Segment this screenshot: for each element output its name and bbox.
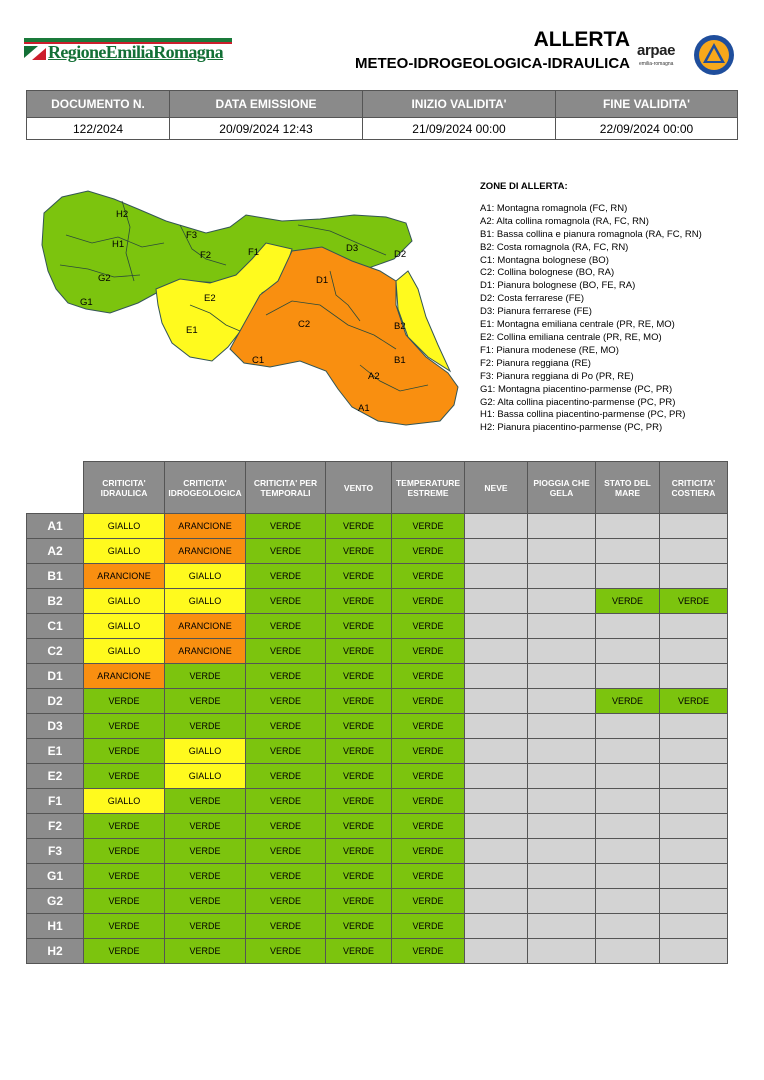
matrix-row	[27, 889, 728, 914]
matrix-cell: VERDE	[392, 789, 465, 814]
legend-item: F2: Pianura reggiana (RE)	[480, 357, 591, 369]
map-label-f3: F3	[186, 230, 198, 241]
matrix-cell: VERDE	[326, 589, 392, 614]
matrix-cell	[660, 789, 728, 814]
matrix-zone-label: E1	[27, 739, 84, 764]
matrix-zone-label: E2	[27, 764, 84, 789]
matrix-cell: VERDE	[392, 914, 465, 939]
matrix-cell: VERDE	[84, 714, 165, 739]
matrix-cell	[660, 864, 728, 889]
validity-start-header: INIZIO VALIDITA'	[363, 91, 556, 118]
matrix-cell: VERDE	[246, 939, 326, 964]
matrix-cell	[596, 814, 660, 839]
legend-item: H2: Pianura piacentino-parmense (PC, PR)	[480, 422, 663, 434]
legend-item: H1: Bassa collina piacentino-parmense (PC, PR)	[480, 409, 686, 421]
matrix-cell	[596, 914, 660, 939]
map-label-f1: F1	[248, 247, 260, 258]
legend-item: G2: Alta collina piacentino-parmense (PC, PR)	[480, 396, 676, 408]
matrix-zone-label: C2	[27, 639, 84, 664]
protezione-civile-logo-icon	[693, 34, 735, 76]
matrix-cell: VERDE	[326, 789, 392, 814]
matrix-cell: VERDE	[392, 939, 465, 964]
matrix-cell	[528, 939, 596, 964]
matrix-column-header: NEVE	[465, 462, 528, 514]
matrix-cell	[528, 764, 596, 789]
validity-end-value: 22/09/2024 00:00	[556, 118, 738, 140]
matrix-column-header: TEMPERATURE ESTREME	[392, 462, 465, 514]
legend-item: D3: Pianura ferrarese (FE)	[480, 306, 592, 318]
matrix-row	[27, 689, 728, 714]
matrix-cell: VERDE	[392, 589, 465, 614]
matrix-cell	[660, 564, 728, 589]
matrix-cell: VERDE	[246, 789, 326, 814]
map-label-d1: D1	[316, 275, 329, 286]
map-label-f2: F2	[200, 250, 212, 261]
matrix-cell: VERDE	[392, 839, 465, 864]
matrix-cell	[528, 689, 596, 714]
matrix-cell	[660, 514, 728, 539]
matrix-cell	[528, 714, 596, 739]
matrix-cell: VERDE	[165, 714, 246, 739]
matrix-row	[27, 539, 728, 564]
matrix-cell: VERDE	[84, 939, 165, 964]
matrix-cell: VERDE	[392, 764, 465, 789]
matrix-cell: VERDE	[326, 939, 392, 964]
matrix-cell	[660, 664, 728, 689]
matrix-row	[27, 789, 728, 814]
matrix-cell	[596, 764, 660, 789]
matrix-cell: VERDE	[246, 689, 326, 714]
matrix-cell: VERDE	[84, 739, 165, 764]
matrix-cell: VERDE	[84, 864, 165, 889]
matrix-zone-label: A2	[27, 539, 84, 564]
matrix-cell	[465, 539, 528, 564]
matrix-cell: ARANCIONE	[84, 564, 165, 589]
page-title: ALLERTA	[533, 28, 630, 51]
matrix-cell: VERDE	[596, 689, 660, 714]
emission-date-header: DATA EMISSIONE	[170, 91, 363, 118]
map-label-e1: E1	[186, 325, 198, 336]
matrix-cell: VERDE	[392, 564, 465, 589]
matrix-zone-label: B1	[27, 564, 84, 589]
matrix-cell	[596, 664, 660, 689]
matrix-zone-label: A1	[27, 514, 84, 539]
matrix-cell: GIALLO	[165, 564, 246, 589]
matrix-column-header: VENTO	[326, 462, 392, 514]
doc-number-value: 122/2024	[27, 118, 170, 140]
matrix-cell: VERDE	[392, 739, 465, 764]
matrix-cell	[660, 639, 728, 664]
matrix-column-header: CRITICITA' IDRAULICA	[84, 462, 165, 514]
matrix-cell	[465, 864, 528, 889]
matrix-cell	[528, 614, 596, 639]
matrix-cell	[465, 564, 528, 589]
matrix-cell: GIALLO	[84, 539, 165, 564]
arpae-logo-name: arpae	[637, 42, 676, 59]
emission-date-value: 20/09/2024 12:43	[170, 118, 363, 140]
matrix-cell: ARANCIONE	[84, 664, 165, 689]
zones-legend	[480, 181, 750, 435]
legend-item: B2: Costa romagnola (RA, FC, RN)	[480, 241, 629, 253]
matrix-cell	[596, 614, 660, 639]
page-subtitle: METEO-IDROGEOLOGICA-IDRAULICA	[355, 55, 630, 72]
matrix-zone-label: F2	[27, 814, 84, 839]
matrix-row	[27, 864, 728, 889]
matrix-row	[27, 564, 728, 589]
matrix-cell: VERDE	[84, 839, 165, 864]
matrix-row	[27, 764, 728, 789]
matrix-cell	[660, 839, 728, 864]
map-label-c1: C1	[252, 355, 265, 366]
legend-item: D2: Costa ferrarese (FE)	[480, 293, 584, 305]
matrix-cell	[596, 889, 660, 914]
legend-item: D1: Pianura bolognese (BO, FE, RA)	[480, 280, 636, 292]
legend-item: C1: Montagna bolognese (BO)	[480, 254, 609, 266]
matrix-cell: ARANCIONE	[165, 539, 246, 564]
matrix-cell: GIALLO	[84, 639, 165, 664]
legend-item: E1: Montagna emiliana centrale (PR, RE, MO)	[480, 319, 675, 331]
validity-end-header: FINE VALIDITA'	[556, 91, 738, 118]
matrix-cell	[465, 764, 528, 789]
matrix-cell: VERDE	[326, 889, 392, 914]
matrix-cell: VERDE	[326, 639, 392, 664]
matrix-cell	[660, 614, 728, 639]
matrix-cell: VERDE	[392, 539, 465, 564]
map-label-d3: D3	[346, 243, 359, 254]
org-logo-text: RegioneEmiliaRomagna	[48, 42, 223, 62]
matrix-cell: VERDE	[246, 514, 326, 539]
map-label-g2: G2	[98, 273, 111, 284]
matrix-cell: VERDE	[392, 664, 465, 689]
matrix-cell	[596, 539, 660, 564]
matrix-zone-label: G1	[27, 864, 84, 889]
matrix-cell	[660, 814, 728, 839]
matrix-cell: VERDE	[84, 689, 165, 714]
regione-emilia-romagna-logo	[24, 38, 232, 64]
matrix-cell: VERDE	[392, 614, 465, 639]
map-label-h1: H1	[112, 239, 125, 250]
matrix-cell: VERDE	[246, 864, 326, 889]
matrix-cell	[596, 639, 660, 664]
map-label-d2: D2	[394, 249, 407, 260]
matrix-cell: VERDE	[326, 914, 392, 939]
matrix-cell	[465, 814, 528, 839]
matrix-cell	[528, 564, 596, 589]
matrix-column-header: CRITICITA' IDROGEOLOGICA	[165, 462, 246, 514]
matrix-cell: VERDE	[392, 689, 465, 714]
matrix-cell: VERDE	[326, 614, 392, 639]
matrix-cell	[660, 939, 728, 964]
matrix-row	[27, 589, 728, 614]
matrix-cell	[465, 614, 528, 639]
matrix-row	[27, 814, 728, 839]
matrix-row	[27, 664, 728, 689]
matrix-cell: GIALLO	[165, 764, 246, 789]
matrix-cell	[528, 839, 596, 864]
matrix-cell	[528, 589, 596, 614]
matrix-cell: VERDE	[326, 714, 392, 739]
matrix-cell	[596, 739, 660, 764]
matrix-cell	[596, 514, 660, 539]
matrix-cell: VERDE	[165, 939, 246, 964]
matrix-zone-label: D1	[27, 664, 84, 689]
matrix-column-header: PIOGGIA CHE GELA	[528, 462, 596, 514]
legend-item: A2: Alta collina romagnola (RA, FC, RN)	[480, 215, 649, 227]
matrix-cell	[660, 764, 728, 789]
matrix-cell: VERDE	[246, 639, 326, 664]
document-info-table	[26, 90, 738, 140]
matrix-cell: VERDE	[660, 589, 728, 614]
alert-matrix-table	[26, 461, 728, 964]
matrix-cell	[596, 864, 660, 889]
matrix-cell: VERDE	[596, 589, 660, 614]
matrix-row	[27, 614, 728, 639]
matrix-row	[27, 639, 728, 664]
legend-item: A1: Montagna romagnola (FC, RN)	[480, 202, 628, 214]
map-label-c2: C2	[298, 319, 311, 330]
map-label-b2: B2	[394, 321, 406, 332]
legend-item: G1: Montagna piacentino-parmense (PC, PR)	[480, 383, 673, 395]
legend-item: C2: Collina bolognese (BO, RA)	[480, 267, 615, 279]
matrix-zone-label: F3	[27, 839, 84, 864]
legend-item: F3: Pianura reggiana di Po (PR, RE)	[480, 370, 634, 382]
matrix-cell: VERDE	[246, 839, 326, 864]
matrix-cell: VERDE	[165, 814, 246, 839]
matrix-cell	[528, 889, 596, 914]
matrix-cell: VERDE	[326, 539, 392, 564]
matrix-cell: VERDE	[165, 789, 246, 814]
matrix-cell: VERDE	[246, 914, 326, 939]
matrix-cell: GIALLO	[84, 789, 165, 814]
matrix-cell: ARANCIONE	[165, 514, 246, 539]
matrix-cell	[660, 739, 728, 764]
matrix-cell: VERDE	[326, 864, 392, 889]
matrix-column-header: STATO DEL MARE	[596, 462, 660, 514]
matrix-cell: VERDE	[165, 664, 246, 689]
matrix-cell: GIALLO	[84, 589, 165, 614]
matrix-cell: GIALLO	[165, 589, 246, 614]
matrix-cell	[528, 664, 596, 689]
matrix-cell	[528, 514, 596, 539]
matrix-cell: VERDE	[165, 914, 246, 939]
region-flag-icon	[24, 40, 46, 60]
matrix-zone-label: G2	[27, 889, 84, 914]
matrix-cell: ARANCIONE	[165, 639, 246, 664]
matrix-cell	[465, 714, 528, 739]
matrix-cell: GIALLO	[165, 739, 246, 764]
matrix-cell: VERDE	[326, 764, 392, 789]
matrix-cell	[465, 664, 528, 689]
matrix-cell: VERDE	[326, 739, 392, 764]
matrix-cell	[596, 714, 660, 739]
matrix-cell: VERDE	[84, 814, 165, 839]
matrix-cell	[465, 889, 528, 914]
doc-number-header: DOCUMENTO N.	[27, 91, 170, 118]
matrix-cell	[528, 814, 596, 839]
validity-start-value: 21/09/2024 00:00	[363, 118, 556, 140]
matrix-cell: VERDE	[246, 664, 326, 689]
matrix-cell: GIALLO	[84, 514, 165, 539]
matrix-cell: VERDE	[84, 764, 165, 789]
matrix-cell: VERDE	[246, 889, 326, 914]
matrix-cell: VERDE	[326, 564, 392, 589]
matrix-zone-label: C1	[27, 614, 84, 639]
matrix-cell	[660, 889, 728, 914]
matrix-cell	[465, 914, 528, 939]
matrix-cell: VERDE	[246, 539, 326, 564]
map-label-a1: A1	[358, 403, 370, 414]
legend-title: ZONE DI ALLERTA:	[480, 181, 568, 192]
matrix-cell	[528, 639, 596, 664]
matrix-cell: VERDE	[165, 689, 246, 714]
matrix-row	[27, 739, 728, 764]
matrix-cell: VERDE	[246, 564, 326, 589]
matrix-row	[27, 714, 728, 739]
matrix-cell	[596, 789, 660, 814]
matrix-cell: VERDE	[392, 514, 465, 539]
matrix-cell	[465, 589, 528, 614]
matrix-cell	[465, 639, 528, 664]
matrix-cell: VERDE	[392, 814, 465, 839]
matrix-row	[27, 914, 728, 939]
map-label-g1: G1	[80, 297, 93, 308]
matrix-cell	[528, 914, 596, 939]
matrix-cell: VERDE	[246, 614, 326, 639]
matrix-cell	[465, 689, 528, 714]
matrix-cell: VERDE	[326, 689, 392, 714]
matrix-cell: VERDE	[165, 864, 246, 889]
matrix-row	[27, 839, 728, 864]
matrix-cell	[660, 914, 728, 939]
matrix-column-header: CRITICITA' PER TEMPORALI	[246, 462, 326, 514]
matrix-cell: VERDE	[246, 739, 326, 764]
matrix-row	[27, 514, 728, 539]
matrix-cell: VERDE	[326, 839, 392, 864]
map-label-h2: H2	[116, 209, 129, 220]
matrix-cell	[465, 739, 528, 764]
map-label-e2: E2	[204, 293, 216, 304]
matrix-cell	[465, 789, 528, 814]
matrix-cell: VERDE	[326, 814, 392, 839]
matrix-cell	[465, 839, 528, 864]
matrix-zone-label: H2	[27, 939, 84, 964]
legend-item: F1: Pianura modenese (RE, MO)	[480, 344, 619, 356]
matrix-cell: VERDE	[165, 839, 246, 864]
matrix-cell: VERDE	[392, 714, 465, 739]
matrix-cell: ARANCIONE	[165, 614, 246, 639]
matrix-cell	[465, 514, 528, 539]
matrix-cell	[465, 939, 528, 964]
matrix-cell	[596, 939, 660, 964]
legend-items	[480, 203, 750, 435]
matrix-cell	[660, 714, 728, 739]
matrix-cell: VERDE	[392, 889, 465, 914]
matrix-cell: VERDE	[246, 814, 326, 839]
matrix-zone-label: H1	[27, 914, 84, 939]
matrix-zone-label: D3	[27, 714, 84, 739]
matrix-cell: VERDE	[660, 689, 728, 714]
matrix-cell	[528, 739, 596, 764]
matrix-cell	[660, 539, 728, 564]
map-label-a2: A2	[368, 371, 380, 382]
matrix-cell: VERDE	[84, 889, 165, 914]
matrix-cell: VERDE	[246, 714, 326, 739]
matrix-cell: VERDE	[84, 914, 165, 939]
matrix-cell	[528, 789, 596, 814]
matrix-zone-label: B2	[27, 589, 84, 614]
arpae-logo	[637, 42, 689, 72]
matrix-zone-label: F1	[27, 789, 84, 814]
matrix-corner	[27, 462, 84, 514]
matrix-zone-label: D2	[27, 689, 84, 714]
arpae-logo-subtitle: emilia-romagna	[639, 61, 674, 67]
matrix-cell: VERDE	[246, 589, 326, 614]
matrix-cell: VERDE	[165, 889, 246, 914]
matrix-cell: VERDE	[392, 639, 465, 664]
matrix-cell: VERDE	[246, 764, 326, 789]
matrix-cell: VERDE	[326, 514, 392, 539]
alert-zones-map	[30, 185, 470, 430]
matrix-cell	[528, 539, 596, 564]
matrix-cell	[596, 564, 660, 589]
legend-item: B1: Bassa collina e pianura romagnola (RA, FC, RN)	[480, 228, 702, 240]
matrix-cell	[528, 864, 596, 889]
matrix-cell: VERDE	[392, 864, 465, 889]
matrix-row	[27, 939, 728, 964]
matrix-cell: VERDE	[326, 664, 392, 689]
matrix-cell: GIALLO	[84, 614, 165, 639]
matrix-column-header: CRITICITA' COSTIERA	[660, 462, 728, 514]
matrix-cell	[596, 839, 660, 864]
map-label-b1: B1	[394, 355, 406, 366]
legend-item: E2: Collina emiliana centrale (PR, RE, MO)	[480, 331, 662, 343]
